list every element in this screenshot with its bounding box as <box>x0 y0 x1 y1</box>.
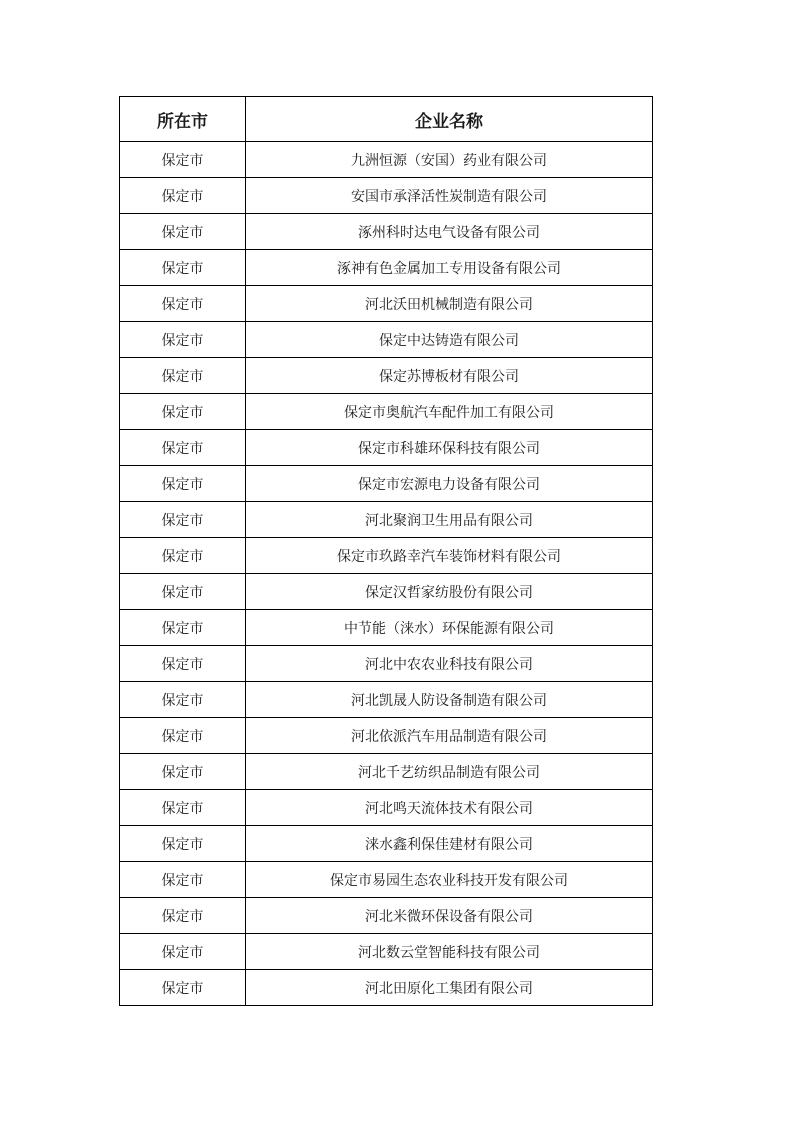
company-name-cell: 保定市奥航汽车配件加工有限公司 <box>246 394 653 430</box>
company-name-cell: 河北数云堂智能科技有限公司 <box>246 934 653 970</box>
company-name-cell: 保定市玖路幸汽车装饰材料有限公司 <box>246 538 653 574</box>
table-row <box>120 214 653 250</box>
column-header-company: 企业名称 <box>246 97 653 142</box>
table-row <box>120 286 653 322</box>
table-row <box>120 178 653 214</box>
table-row <box>120 898 653 934</box>
table-row <box>120 322 653 358</box>
table-row <box>120 682 653 718</box>
company-name-cell: 涿州科时达电气设备有限公司 <box>246 214 653 250</box>
table-row <box>120 934 653 970</box>
company-name-cell: 河北依派汽车用品制造有限公司 <box>246 718 653 754</box>
column-header-city: 所在市 <box>120 97 246 142</box>
city-cell: 保定市 <box>120 574 246 610</box>
table-row <box>120 862 653 898</box>
table-row <box>120 430 653 466</box>
city-cell: 保定市 <box>120 286 246 322</box>
table-row <box>120 142 653 178</box>
company-name-cell: 安国市承泽活性炭制造有限公司 <box>246 178 653 214</box>
city-cell: 保定市 <box>120 934 246 970</box>
city-cell: 保定市 <box>120 970 246 1006</box>
company-name-cell: 保定汉哲家纺股份有限公司 <box>246 574 653 610</box>
city-cell: 保定市 <box>120 862 246 898</box>
company-name-cell: 保定市科雄环保科技有限公司 <box>246 430 653 466</box>
company-name-cell: 河北田原化工集团有限公司 <box>246 970 653 1006</box>
company-name-cell: 河北沃田机械制造有限公司 <box>246 286 653 322</box>
city-cell: 保定市 <box>120 826 246 862</box>
city-cell: 保定市 <box>120 718 246 754</box>
city-cell: 保定市 <box>120 754 246 790</box>
company-name-cell: 河北鸣天流体技术有限公司 <box>246 790 653 826</box>
company-name-cell: 河北聚润卫生用品有限公司 <box>246 502 653 538</box>
city-cell: 保定市 <box>120 610 246 646</box>
city-cell: 保定市 <box>120 682 246 718</box>
table-row <box>120 610 653 646</box>
table-row <box>120 394 653 430</box>
table-row <box>120 574 653 610</box>
company-name-cell: 保定苏博板材有限公司 <box>246 358 653 394</box>
table-row <box>120 358 653 394</box>
table-row <box>120 718 653 754</box>
table-row <box>120 538 653 574</box>
city-cell: 保定市 <box>120 394 246 430</box>
company-name-cell: 保定市易园生态农业科技开发有限公司 <box>246 862 653 898</box>
enterprise-table <box>119 96 653 1006</box>
company-name-cell: 涿神有色金属加工专用设备有限公司 <box>246 250 653 286</box>
table-header-row <box>120 97 653 142</box>
table-row <box>120 646 653 682</box>
company-name-cell: 保定市宏源电力设备有限公司 <box>246 466 653 502</box>
city-cell: 保定市 <box>120 322 246 358</box>
company-name-cell: 涞水鑫利保佳建材有限公司 <box>246 826 653 862</box>
city-cell: 保定市 <box>120 790 246 826</box>
city-cell: 保定市 <box>120 898 246 934</box>
table-body <box>120 142 653 1006</box>
table-row <box>120 466 653 502</box>
table-row <box>120 754 653 790</box>
table-row <box>120 250 653 286</box>
city-cell: 保定市 <box>120 142 246 178</box>
city-cell: 保定市 <box>120 178 246 214</box>
city-cell: 保定市 <box>120 646 246 682</box>
company-name-cell: 河北米微环保设备有限公司 <box>246 898 653 934</box>
city-cell: 保定市 <box>120 466 246 502</box>
city-cell: 保定市 <box>120 250 246 286</box>
company-name-cell: 中节能（涞水）环保能源有限公司 <box>246 610 653 646</box>
table-row <box>120 826 653 862</box>
table-row <box>120 970 653 1006</box>
company-name-cell: 九洲恒源（安国）药业有限公司 <box>246 142 653 178</box>
city-cell: 保定市 <box>120 358 246 394</box>
city-cell: 保定市 <box>120 502 246 538</box>
table-row <box>120 502 653 538</box>
company-name-cell: 保定中达铸造有限公司 <box>246 322 653 358</box>
table-row <box>120 790 653 826</box>
city-cell: 保定市 <box>120 214 246 250</box>
city-cell: 保定市 <box>120 538 246 574</box>
company-name-cell: 河北中农农业科技有限公司 <box>246 646 653 682</box>
company-name-cell: 河北千艺纺织品制造有限公司 <box>246 754 653 790</box>
company-name-cell: 河北凯晟人防设备制造有限公司 <box>246 682 653 718</box>
city-cell: 保定市 <box>120 430 246 466</box>
